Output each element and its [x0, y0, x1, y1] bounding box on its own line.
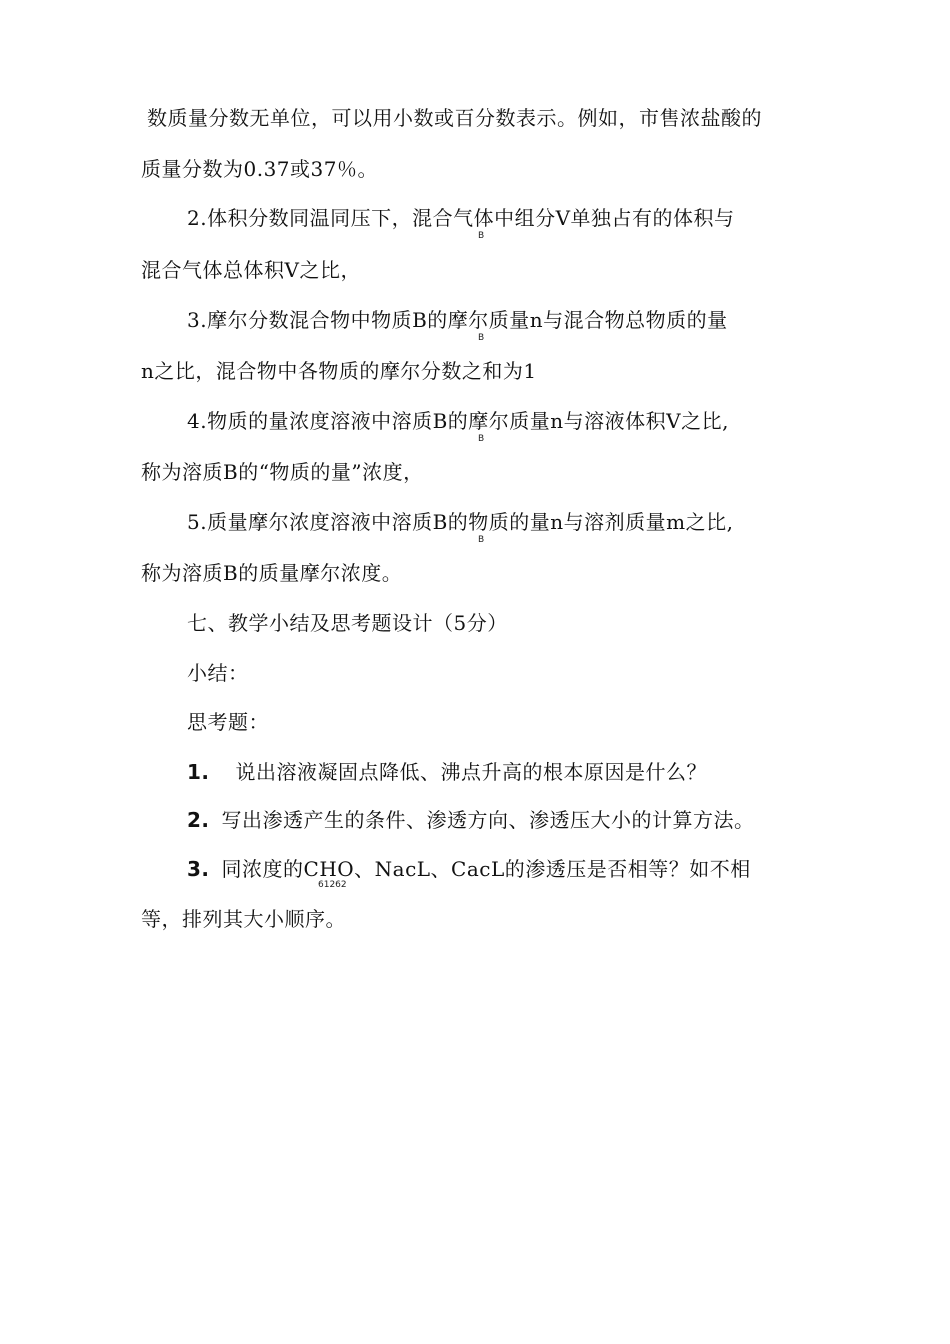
question-item [187, 857, 751, 881]
subscript: B [478, 231, 485, 241]
subscript: B [478, 333, 485, 343]
subscript: B [478, 535, 485, 545]
paragraph-line: n之比，混合物中各物质的摩尔分数之和为1 [141, 359, 537, 383]
paragraph-line: 质量分数为0.37或37％。 [141, 157, 378, 181]
questions-label: 思考题： [187, 710, 269, 734]
paragraph-line: 数质量分数无单位，可以用小数或百分数表示。例如，市售浓盐酸的 [147, 106, 762, 130]
question-text: 同浓度的CHO、NacL、CacL的渗透压是否相等？如不相 [221, 857, 751, 881]
paragraph-line: 4.物质的量浓度溶液中溶质B的摩尔质量n与溶液体积V之比, [187, 409, 729, 433]
paragraph-line: 5.质量摩尔浓度溶液中溶质B的物质的量n与溶剂质量m之比, [187, 510, 734, 534]
question-number: 1. [187, 760, 210, 784]
section-heading: 七、教学小结及思考题设计（5分） [187, 611, 508, 635]
question-text: 说出溶液凝固点降低、沸点升高的根本原因是什么？ [235, 760, 708, 784]
paragraph-line: 称为溶质B的质量摩尔浓度。 [141, 561, 403, 585]
question-number: 2. [187, 808, 210, 832]
question-number: 3. [187, 857, 210, 881]
question-item [187, 760, 707, 784]
question-item [187, 808, 755, 832]
paragraph-line: 混合气体总体积V之比， [141, 258, 361, 282]
question-text: 写出渗透产生的条件、渗透方向、渗透压大小的计算方法。 [221, 808, 755, 832]
question-continuation: 等，排列其大小顺序。 [141, 907, 346, 931]
summary-label: 小结： [187, 661, 249, 685]
paragraph-line: 2.体积分数同温同压下，混合气体中组分V单独占有的体积与 [187, 206, 735, 230]
paragraph-line: 3.摩尔分数混合物中物质B的摩尔质量n与混合物总物质的量 [187, 308, 728, 332]
subscript: 61262 [318, 880, 347, 890]
paragraph-line: 称为溶质B的“物质的量”浓度， [141, 460, 424, 484]
subscript: B [478, 434, 485, 444]
